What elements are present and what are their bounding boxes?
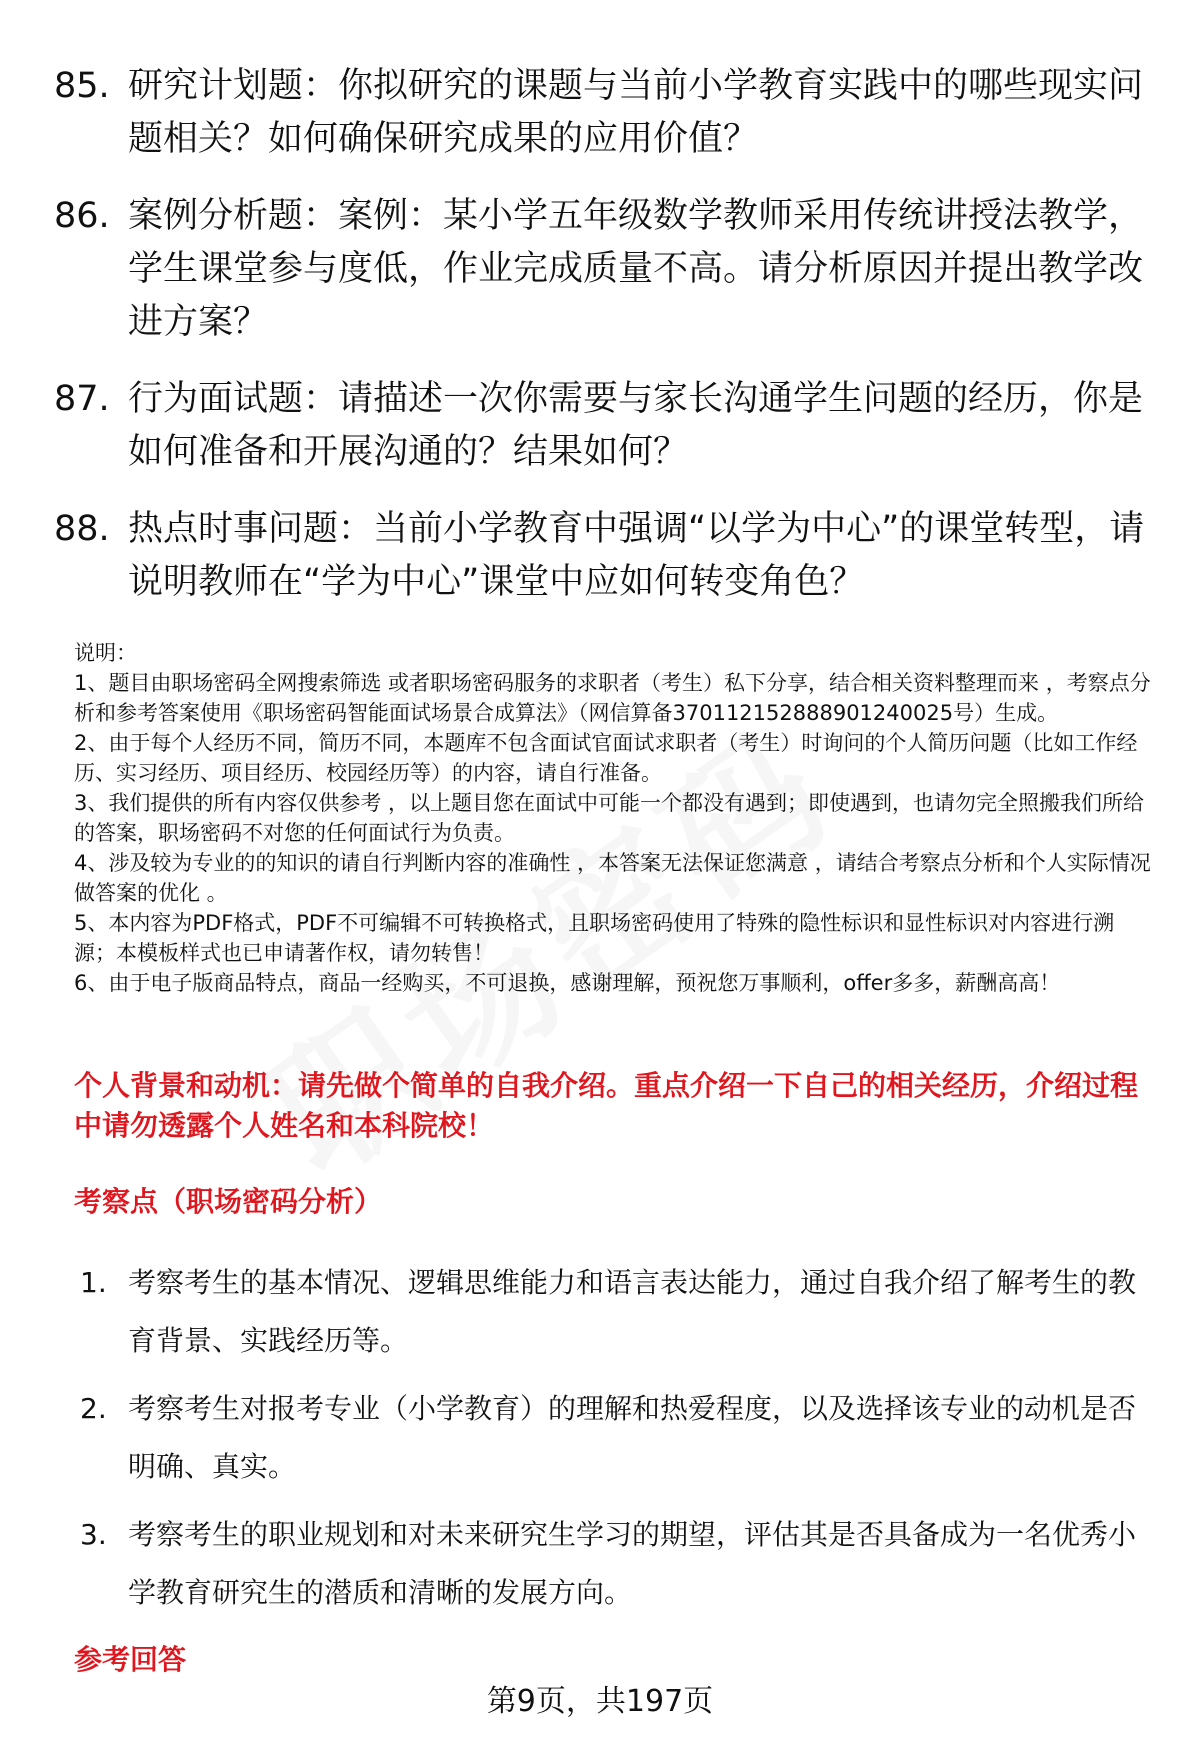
question-text: 热点时事问题：当前小学教育中强调“以学为中心”的课堂转型，请说明教师在“学为中心”课堂中应如何转变角色？ <box>128 509 1145 602</box>
answer-heading: 参考回答 <box>74 1643 187 1676</box>
note-item: 6、由于电子版商品特点，商品一经购买，不可退换，感谢理解，预祝您万事顺利，offer多多，薪酬高高！ <box>74 971 1061 995</box>
key-point-number: 3. <box>80 1518 107 1551</box>
key-points-heading: 考察点（职场密码分析） <box>74 1185 383 1218</box>
key-point-number: 1. <box>80 1266 107 1299</box>
note-item: 3、我们提供的所有内容仅供参考 ，以上题目您在面试中可能一个都没有遇到；即使遇到，也请勿完全照搬我们所给的答案，职场密码不对您的任何面试行为负责。 <box>74 791 1145 845</box>
background-question-heading: 个人背景和动机：请先做个简单的自我介绍。重点介绍一下自己的相关经历，介绍过程中请勿透露个人姓名和本科院校！ <box>74 1069 1139 1142</box>
question-number: 87. <box>54 379 110 419</box>
question-text: 行为面试题：请描述一次你需要与家长沟通学生问题的经历，你是如何准备和开展沟通的？结果如何？ <box>128 379 1144 472</box>
note-item: 2、由于每个人经历不同，简历不同，本题库不包含面试官面试求职者（考生）时询问的个人简历问题（比如工作经历、实习经历、项目经历、校园经历等）的内容，请自行准备。 <box>74 731 1138 785</box>
key-point-text: 考察考生对报考专业（小学教育）的理解和热爱程度，以及选择该专业的动机是否明确、真实。 <box>128 1392 1137 1483</box>
key-point-text: 考察考生的职业规划和对未来研究生学习的期望，评估其是否具备成为一名优秀小学教育研究生的潜质和清晰的发展方向。 <box>128 1518 1137 1609</box>
notes-title: 说明： <box>74 641 137 665</box>
key-point-item <box>80 1380 1160 1496</box>
question-number: 88. <box>54 509 110 549</box>
key-point-item <box>80 1506 1160 1622</box>
question-list <box>54 60 1154 633</box>
key-points-list <box>80 1254 1160 1632</box>
key-point-text: 考察考生的基本情况、逻辑思维能力和语言表达能力，通过自我介绍了解考生的教育背景、实践经历等。 <box>128 1266 1137 1357</box>
question-item <box>54 373 1154 479</box>
question-item <box>54 503 1154 609</box>
key-point-item <box>80 1254 1160 1370</box>
note-item: 1、题目由职场密码全网搜索筛选 或者职场密码服务的求职者（考生）私下分享，结合相关资料整理而来 ，考察点分析和参考答案使用《职场密码智能面试场景合成算法》（网信算备370112152888901240025号）生成。 <box>74 671 1151 725</box>
page-number: 第9页，共197页 <box>486 1684 714 1719</box>
question-text: 研究计划题：你拟研究的课题与当前小学教育实践中的哪些现实问题相关？如何确保研究成果的应用价值？ <box>128 66 1144 159</box>
question-item <box>54 60 1154 166</box>
note-item: 4、涉及较为专业的的知识的请自行判断内容的准确性 ，本答案无法保证您满意 ，请结合考察点分析和个人实际情况做答案的优化 。 <box>74 851 1151 905</box>
question-number: 86. <box>54 196 110 236</box>
question-text: 案例分析题：案例：某小学五年级数学教师采用传统讲授法教学，学生课堂参与度低，作业完成质量不高。请分析原因并提出教学改进方案？ <box>128 196 1144 342</box>
note-item: 5、本内容为PDF格式，PDF不可编辑不可转换格式，且职场密码使用了特殊的隐性标识和显性标识对内容进行溯源；本模板样式也已申请著作权，请勿转售！ <box>74 911 1115 965</box>
notes-section <box>74 638 1154 998</box>
key-point-number: 2. <box>80 1392 107 1425</box>
question-item <box>54 190 1154 349</box>
question-number: 85. <box>54 66 110 106</box>
